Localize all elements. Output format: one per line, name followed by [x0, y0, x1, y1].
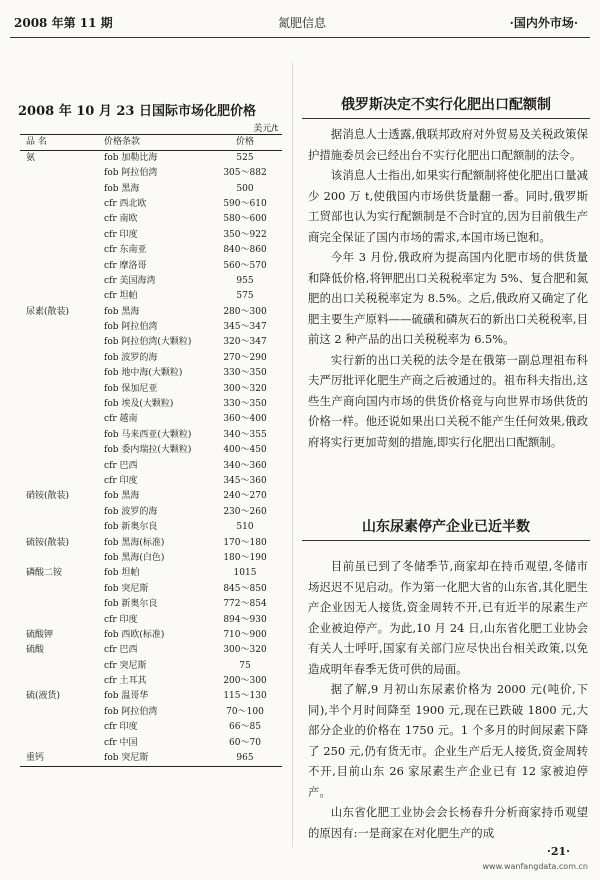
cell-price: 305～882 — [223, 168, 267, 179]
cell-terms: fob 阿拉伯湾 — [104, 706, 158, 717]
table-row — [20, 274, 282, 289]
cell-terms: cfr 突尼斯 — [104, 660, 147, 671]
cell-price: 965 — [208, 751, 282, 767]
table-row — [20, 412, 282, 427]
page-number: ·21· — [547, 845, 570, 858]
cell-product: 氨 — [26, 153, 36, 163]
cell-terms: fob 加勒比海 — [104, 153, 158, 163]
table-row — [20, 689, 282, 704]
cell-terms: fob 西欧(标准) — [104, 629, 165, 640]
issue-label: 2008 年第 11 期 — [14, 16, 113, 30]
cell-terms: cfr 巴西 — [104, 645, 138, 656]
cell-terms: fob 黑海 — [104, 491, 140, 502]
cell-terms: fob 马来西亚(大颗粒) — [104, 429, 192, 440]
table-row — [20, 751, 282, 767]
cell-terms: cfr 印度 — [104, 229, 138, 240]
table-row — [20, 551, 282, 566]
cell-product — [20, 366, 104, 381]
cell-price: 400～450 — [223, 445, 267, 456]
cell-terms: fob 突尼斯 — [104, 583, 149, 594]
cell-product: 尿素(散装) — [26, 306, 70, 317]
article2-body — [308, 556, 588, 843]
cell-price: 60～70 — [229, 737, 261, 748]
table-row — [20, 381, 282, 396]
article-paragraph: 今年 3 月份,俄政府为提高国内化肥市场的供货量和降低价格,将钾肥出口关税税率定为 5%、复合肥和氮肥的出口关税税率定为 8.5%。之后,俄政府又确定了化肥主要生产原料——硫磺和磷灰石的新出口关税税率,目前这 2 种产品的出口关税税率为 6.5%。 — [308, 250, 588, 346]
cell-price: 330～350 — [223, 368, 267, 379]
cell-terms: cfr 印度 — [104, 614, 138, 625]
table-row — [20, 535, 282, 550]
table-row — [20, 659, 282, 674]
cell-terms: cfr 南欧 — [104, 214, 138, 225]
cell-price: 330～350 — [223, 399, 267, 410]
table-row — [20, 566, 282, 581]
table-row — [20, 705, 282, 720]
cell-price: 1015 — [233, 568, 257, 579]
column-header-product: 品 名 — [20, 135, 104, 151]
article1-title: 俄罗斯决定不实行化肥出口配额制 — [341, 97, 551, 113]
cell-product — [20, 597, 104, 612]
cell-price: 200～300 — [223, 676, 267, 687]
table-row — [20, 305, 282, 320]
table-row — [20, 443, 282, 458]
cell-product — [20, 351, 104, 366]
article-paragraph: 实行新的出口关税的法令是在俄第一副总理祖布科夫严厉批评化肥生产商之后被通过的。祖布科夫指出,这些生产商向国内市场的供货价格竞与向世界市场供货的价格一样。他还说如果出口关税不能产生任何效果,俄政府将实行更加苛刻的措施,即实行化肥出口配额制。 — [308, 352, 588, 449]
table-row — [20, 735, 282, 750]
table-row — [20, 258, 282, 273]
cell-terms: fob 黑海(白色) — [104, 552, 165, 563]
table-row — [20, 428, 282, 443]
cell-terms: fob 委内瑞拉(大颗粒) — [104, 445, 192, 456]
cell-terms: cfr 中国 — [104, 737, 138, 748]
article-paragraph: 据消息人士透露,俄联邦政府对外贸易及关税政策保护措施委员会已经出台不实行化肥出口配额制的法令。 — [308, 127, 588, 162]
table-row — [20, 505, 282, 520]
cell-terms: fob 黑海 — [104, 306, 140, 317]
cell-price: 840～860 — [223, 245, 267, 256]
article-paragraph: 该消息人士指出,如果实行配额制将使化肥出口量减少 200 万 t,使俄国内市场供货量翻一番。同时,俄罗斯工贸部也认为实行配额制是不合时宜的,因为目前俄生产商完全保证了国内市场的需求,本国市场已饱和。 — [308, 168, 588, 244]
cell-terms: fob 阿拉伯湾 — [104, 322, 158, 333]
table-row — [20, 474, 282, 489]
cell-product: 硫酸 — [26, 645, 45, 656]
column-header-terms: 价格条款 — [104, 135, 208, 151]
cell-price: 320～347 — [223, 337, 267, 348]
cell-price: 70～100 — [226, 706, 264, 717]
cell-terms: cfr 西北欧 — [104, 198, 147, 209]
article1-body — [308, 124, 588, 452]
cell-product: 硝铵(散装) — [26, 491, 70, 502]
cell-price: 525 — [236, 153, 254, 163]
cell-price: 894～930 — [223, 614, 267, 625]
price-table-title: 2008 年 10 月 23 日国际市场化肥价格 — [18, 104, 256, 119]
cell-price: 580～600 — [223, 214, 267, 225]
watermark: www.wanfangdata.com.cn — [482, 862, 588, 871]
table-row — [20, 520, 282, 535]
cell-terms: fob 波罗的海 — [104, 352, 158, 363]
cell-product — [20, 735, 104, 750]
cell-price: 300～320 — [223, 383, 267, 394]
cell-terms: fob 保加尼亚 — [104, 383, 158, 394]
table-row — [20, 628, 282, 643]
table-row — [20, 612, 282, 627]
table-row — [20, 166, 282, 181]
table-row — [20, 643, 282, 658]
cell-product — [20, 166, 104, 181]
cell-product — [20, 520, 104, 535]
cell-product — [20, 289, 104, 304]
cell-terms: fob 黑海 — [104, 183, 140, 194]
cell-product — [20, 551, 104, 566]
cell-price: 560～570 — [223, 260, 267, 271]
cell-product — [20, 212, 104, 227]
table-row — [20, 320, 282, 335]
cell-terms: fob 坦帕 — [104, 568, 140, 579]
table-row — [20, 366, 282, 381]
cell-terms: cfr 土耳其 — [104, 676, 147, 687]
cell-terms: cfr 美国海湾 — [104, 275, 156, 286]
table-row — [20, 458, 282, 473]
cell-price: 710～900 — [223, 629, 267, 640]
cell-price: 66～85 — [229, 722, 261, 733]
cell-product — [20, 458, 104, 473]
cell-product — [20, 181, 104, 196]
cell-price: 170～180 — [223, 537, 267, 548]
cell-price: 75 — [239, 660, 251, 671]
table-row — [20, 197, 282, 212]
cell-price: 845～850 — [223, 583, 267, 594]
cell-terms: cfr 坦帕 — [104, 291, 138, 302]
column-divider — [292, 62, 293, 847]
article-paragraph: 山东省化肥工业协会会长杨春升分析商家持币观望的原因有:一是商家在对化肥生产的成 — [308, 805, 588, 840]
cell-price: 590～610 — [223, 198, 267, 209]
cell-price: 115～130 — [223, 691, 267, 702]
table-row — [20, 597, 282, 612]
article-paragraph: 据了解,9 月初山东尿素价格为 2000 元(吨价,下同),半个月时间降至 1900 元,现在已跌破 1800 元,大部分企业的价格在 1750 元。1 个多月的时间尿素下降了 250 元,仍有货无市。企业生产后无人接货,资金周转不开,目前山东 26 家尿素生产企业已有 12 家被迫停产。 — [308, 682, 588, 799]
table-row — [20, 720, 282, 735]
table-row — [20, 674, 282, 689]
table-row — [20, 243, 282, 258]
cell-product — [20, 674, 104, 689]
price-table-body — [20, 151, 282, 767]
cell-product — [20, 612, 104, 627]
header-rule — [10, 37, 590, 38]
cell-product — [20, 335, 104, 350]
section-label: ·国内外市场· — [509, 16, 578, 30]
cell-product — [20, 274, 104, 289]
table-row — [20, 582, 282, 597]
journal-name: 氮肥信息 — [278, 16, 327, 30]
cell-price: 575 — [236, 291, 254, 302]
cell-product — [20, 412, 104, 427]
cell-product — [20, 505, 104, 520]
article-paragraph: 目前虽已到了冬储季节,商家却在持币观望,冬储市场迟迟不见启动。作为第一化肥大省的山东省,其化肥生产企业因无人接货,资金周转不开,已有近半的尿素生产企业被迫停产。为此,10 月 24 日,山东省化肥工业协会有关人士呼吁,国家有关部门应尽快出台相关政策,以免造成明年春季无货可供的局面。 — [308, 559, 588, 676]
cell-price: 350～922 — [223, 229, 267, 240]
table-row — [20, 181, 282, 196]
cell-terms: fob 埃及(大颗粒) — [104, 399, 174, 410]
table-row — [20, 151, 282, 167]
cell-product: 硫(液货) — [26, 691, 61, 702]
cell-price: 340～360 — [223, 460, 267, 471]
cell-product — [20, 428, 104, 443]
cell-product — [20, 197, 104, 212]
cell-terms: cfr 摩洛哥 — [104, 260, 147, 271]
cell-terms: fob 新奥尔良 — [104, 522, 158, 533]
table-header-row — [20, 135, 282, 151]
cell-price: 510 — [236, 522, 254, 533]
cell-product: 重钙 — [20, 751, 104, 767]
cell-price: 360～400 — [223, 414, 267, 425]
cell-product — [20, 705, 104, 720]
cell-terms: cfr 印度 — [104, 476, 138, 486]
cell-price: 270～290 — [223, 352, 267, 363]
cell-product — [20, 474, 104, 489]
cell-product — [20, 443, 104, 458]
cell-terms: fob 突尼斯 — [104, 751, 208, 767]
cell-product: 磷酸二铵 — [26, 568, 63, 579]
table-row — [20, 489, 282, 504]
article2-title-rule — [302, 540, 590, 541]
cell-price: 280～300 — [223, 306, 267, 317]
cell-terms: fob 地中海(大颗粒) — [104, 368, 183, 379]
cell-product — [20, 381, 104, 396]
cell-terms: cfr 印度 — [104, 722, 138, 733]
column-header-price: 价格 — [208, 135, 282, 151]
article1-title-rule — [302, 118, 590, 119]
cell-price: 955 — [236, 275, 254, 286]
cell-product — [20, 258, 104, 273]
cell-product — [20, 582, 104, 597]
cell-terms: fob 黑海(标准) — [104, 537, 165, 548]
cell-price: 240～270 — [223, 491, 267, 502]
cell-terms: cfr 越南 — [104, 414, 138, 425]
cell-product — [20, 243, 104, 258]
price-table — [20, 134, 282, 767]
cell-terms: fob 新奥尔良 — [104, 599, 158, 610]
cell-terms: cfr 东南亚 — [104, 245, 147, 256]
cell-product — [20, 397, 104, 412]
cell-price: 230～260 — [223, 506, 267, 517]
cell-product — [20, 720, 104, 735]
table-row — [20, 397, 282, 412]
cell-terms: fob 阿拉伯湾(大颗粒) — [104, 337, 192, 348]
cell-product — [20, 659, 104, 674]
cell-terms: fob 阿拉伯湾 — [104, 168, 158, 179]
page-header — [0, 0, 600, 40]
cell-terms: fob 波罗的海 — [104, 506, 158, 517]
cell-price: 500 — [236, 183, 254, 194]
price-unit: 美元/t — [253, 124, 278, 134]
cell-product: 硫酸钾 — [26, 629, 54, 640]
cell-terms: cfr 巴西 — [104, 460, 138, 471]
cell-price: 345～347 — [223, 322, 267, 333]
cell-product — [20, 228, 104, 243]
table-row — [20, 212, 282, 227]
cell-price: 772～854 — [223, 599, 267, 610]
cell-price: 180～190 — [223, 552, 267, 563]
cell-price: 340～355 — [223, 429, 267, 440]
cell-price: 345～360 — [223, 476, 267, 486]
table-row — [20, 289, 282, 304]
article2-title: 山东尿素停产企业已近半数 — [362, 519, 530, 535]
table-row — [20, 351, 282, 366]
cell-price: 300～320 — [223, 645, 267, 656]
cell-product — [20, 320, 104, 335]
cell-product: 硫铵(散装) — [26, 537, 70, 548]
table-row — [20, 335, 282, 350]
table-row — [20, 228, 282, 243]
cell-terms: fob 温哥华 — [104, 691, 149, 702]
